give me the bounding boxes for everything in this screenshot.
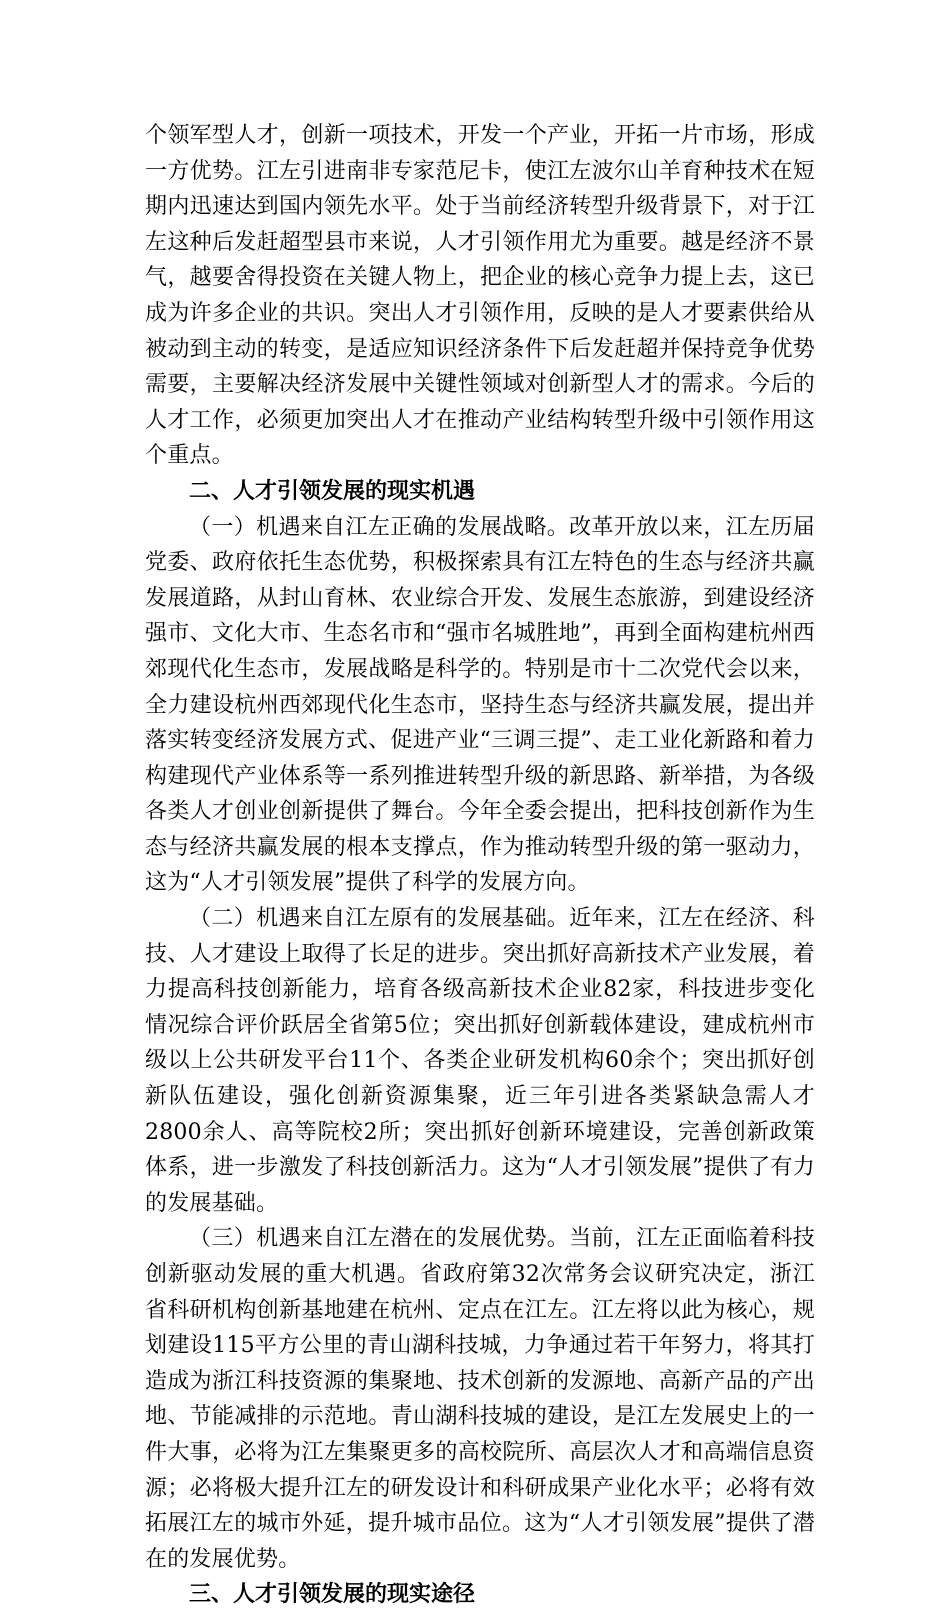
paragraph-talent-leadership: 个领军型人才，创新一项技术，开发一个产业，开拓一片市场，形成一方优势。江左引进南非专家范尼卡，使江左波尔山羊育种技术在短期内迅速达到国内领先水平。处于当前经济转型升级背景下，对于江左这种后发赶超型县市来说，人才引领作用尤为重要。越是经济不景气，越要舍得投资在关键人物上，把企业的核心竞争力提上去，这已成为许多企业的共识。突出人才引领作用，反映的是人才要素供给从被动到主动的转变，是适应知识经济条件下后发赶超并保持竞争优势需要，主要解决经济发展中关键性领域对创新型人才的需求。今后的人才工作，必须更加突出人才在推动产业结构转型升级中引领作用这个重点。 xyxy=(145,123,815,469)
section-heading-pathways: 三、人才引领发展的现实途径 xyxy=(189,1582,476,1608)
paragraph-opportunity-advantage: （三）机遇来自江左潜在的发展优势。当前，江左正面临着科技创新驱动发展的重大机遇。省政府第32次常务会议研究决定，浙江省科研机构创新基地建在杭州、定点在江左。江左将以此为核心，规划建设115平方公里的青山湖科技城，力争通过若干年努力，将其打造成为浙江科技资源的集聚地、技术创新的发源地、高新产品的产出地、节能减排的示范地。青山湖科技城的建设，是江左发展史上的一件大事，必将为江左集聚更多的高校院所、高层次人才和高端信息资源；必将极大提升江左的研发设计和科研成果产业化水平；必将有效拓展江左的城市外延，提升城市品位。这为“人才引领发展”提供了潜在的发展优势。 xyxy=(145,1226,815,1572)
section-heading-opportunities: 二、人才引领发展的现实机遇 xyxy=(189,478,476,504)
paragraph-opportunity-strategy: （一）机遇来自江左正确的发展战略。改革开放以来，江左历届党委、政府依托生态优势，积极探索具有江左特色的生态与经济共赢发展道路，从封山育林、农业综合开发、发展生态旅游，到建设经济强市、文化大市、生态名市和“强市名城胜地”，再到全面构建杭州西郊现代化生态市，发展战略是科学的。特别是市十二次党代会以来，全力建设杭州西郊现代化生态市，坚持生态与经济共赢发展，提出并落实转变经济发展方式、促进产业“三调三提”、走工业化新路和着力构建现代产业体系等一系列推进转型升级的新思路、新举措，为各级各类人才创业创新提供了舞台。今年全委会提出，把科技创新作为生态与经济共赢发展的根本支撑点，作为推动转型升级的第一驱动力，这为“人才引领发展”提供了科学的发展方向。 xyxy=(145,514,815,896)
document-body xyxy=(145,118,815,1613)
paragraph-opportunity-foundation: （二）机遇来自江左原有的发展基础。近年来，江左在经济、科技、人才建设上取得了长足的进步。突出抓好高新技术产业发展，着力提高科技创新能力，培育各级高新技术企业82家，科技进步变化情况综合评价跃居全省第5位；突出抓好创新载体建设，建成杭州市级以上公共研发平台11个、各类企业研发机构60余个；突出抓好创新队伍建设，强化创新资源集聚，近三年引进各类紧缺急需人才2800余人、高等院校2所；突出抓好创新环境建设，完善创新政策体系，进一步激发了科技创新活力。这为“人才引领发展”提供了有力的发展基础。 xyxy=(145,906,815,1216)
